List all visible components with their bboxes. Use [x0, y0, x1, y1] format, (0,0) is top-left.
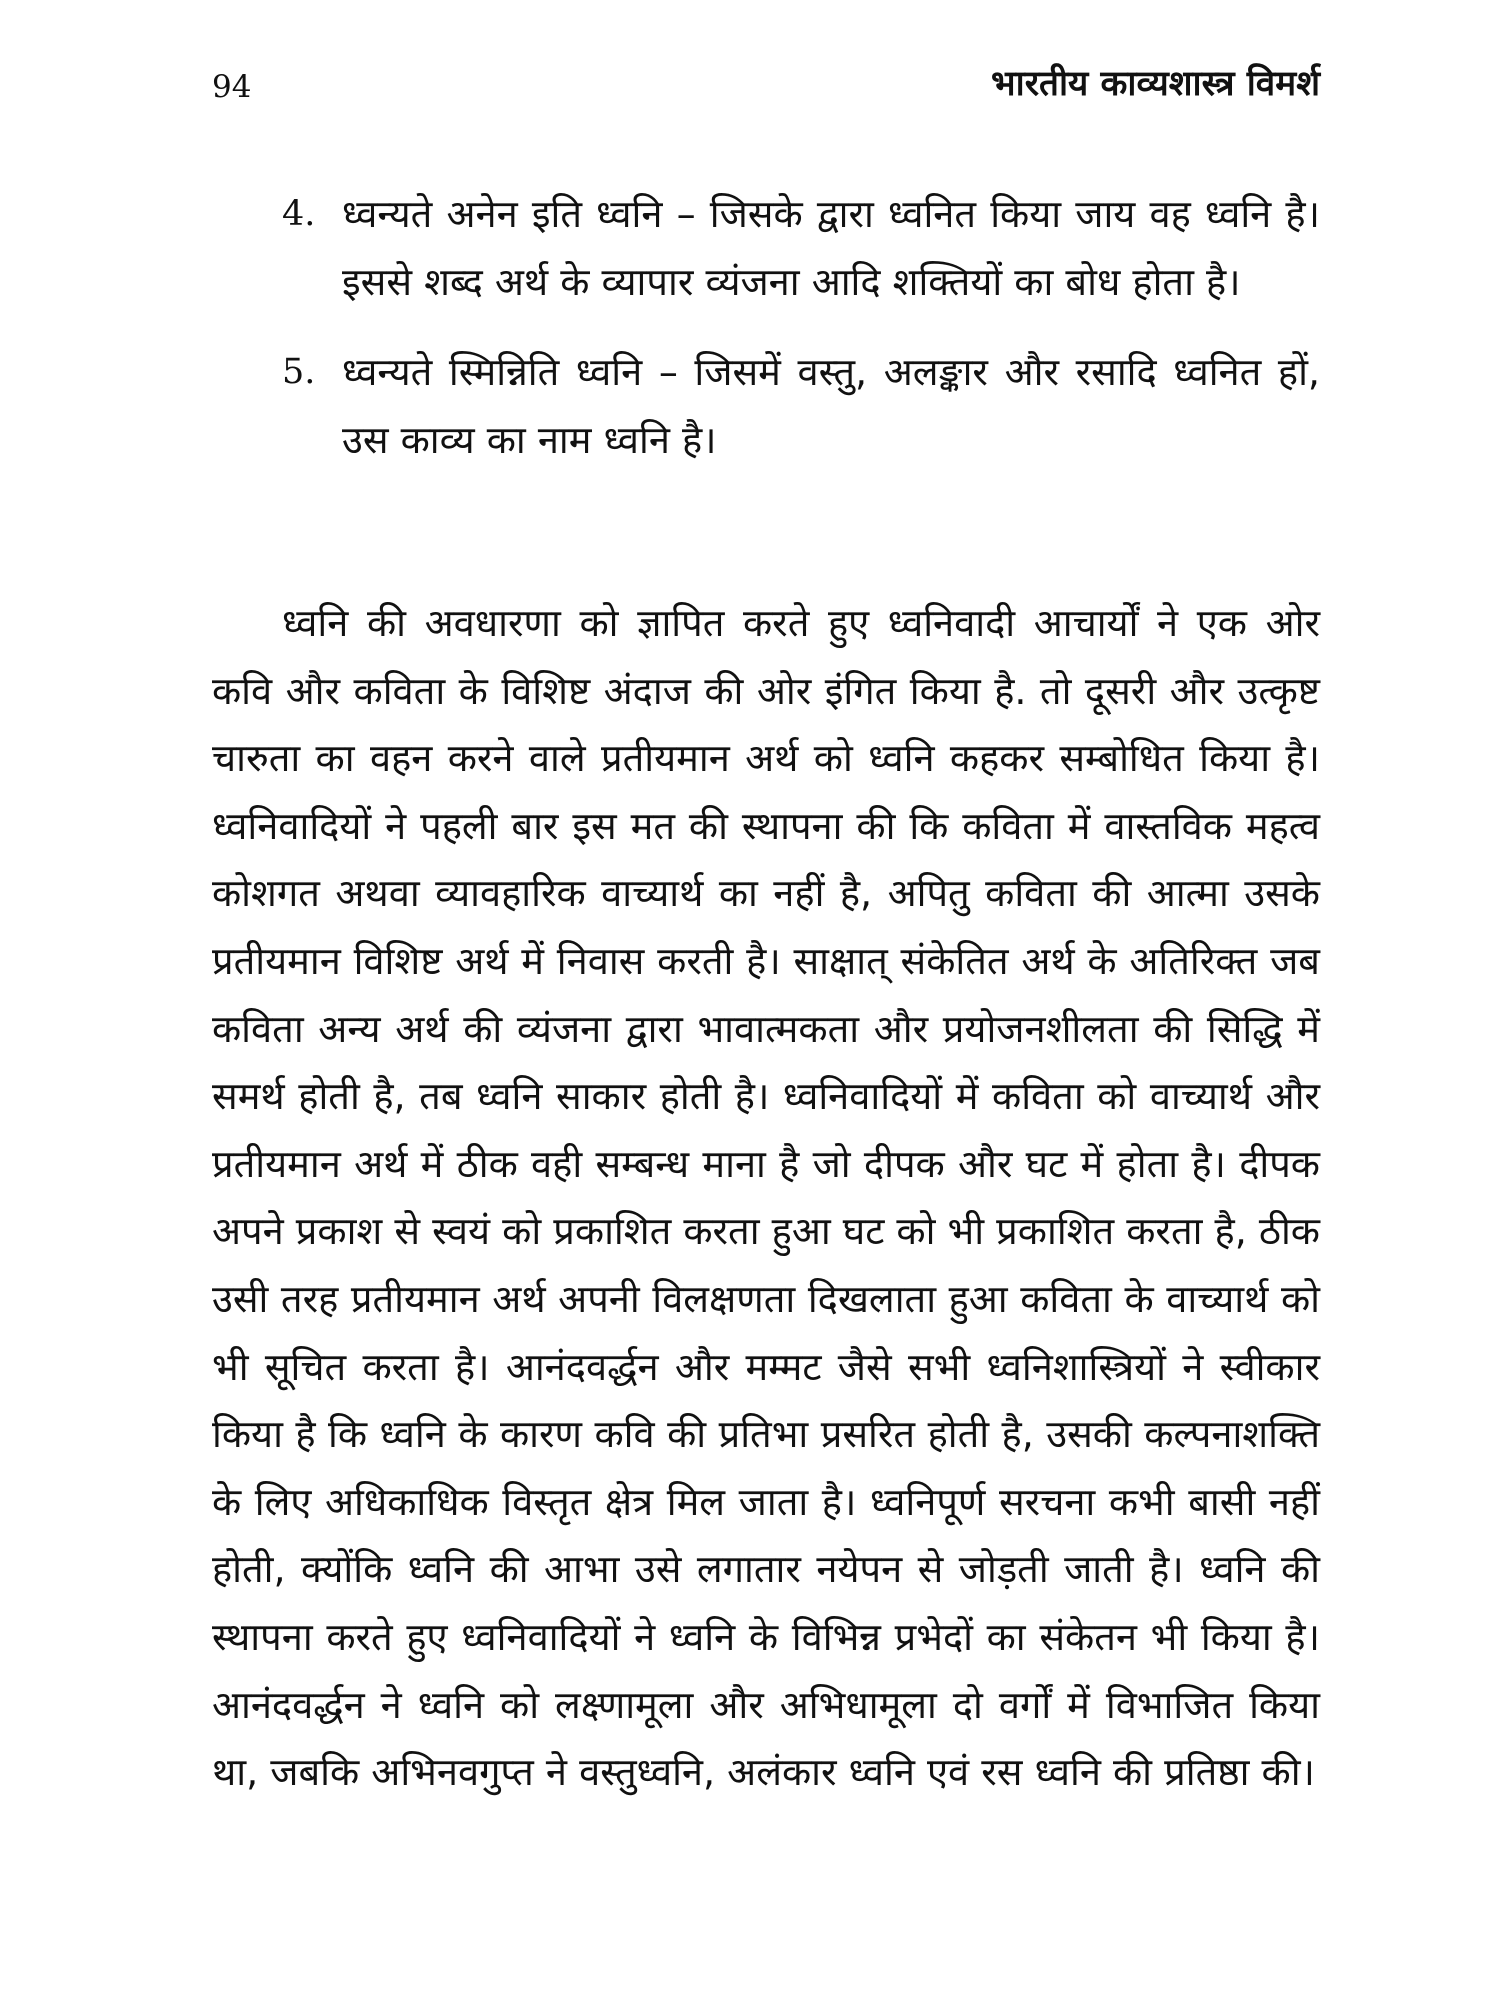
list-item-text: ध्वन्यते अनेन इति ध्वनि – जिसके द्वारा ध्वनित किया जाय वह ध्वनि है। इससे शब्द अर्थ के व्यापार व्यंजना आदि शक्तियों का बोध होता है। — [342, 192, 1320, 304]
body-paragraph: ध्वनि की अवधारणा को ज्ञापित करते हुए ध्वनिवादी आचार्यों ने एक ओर कवि और कविता के विशिष्ट अंदाज की ओर इंगित किया है. तो दूसरी और उत्कृष्ट चारुता का वहन करने वाले प्रतीयमान अर्थ को ध्वनि कहकर सम्बोधित किया है। ध्वनिवादियों ने पहली बार इस मत की स्थापना की कि कविता में वास्तविक महत्व कोशगत अथवा व्यावहारिक वाच्यार्थ का नहीं है, अपितु कविता की आत्मा उसके प्रतीयमान विशिष्ट अर्थ में निवास करती है। साक्षात् संकेतित अर्थ के अतिरिक्त जब कविता अन्य अर्थ की व्यंजना द्वारा भावात्मकता और प्रयोजनशीलता की सिद्धि में समर्थ होती है, तब ध्वनि साकार होती है। ध्वनिवादियों में कविता को वाच्यार्थ और प्रतीयमान अर्थ में ठीक वही सम्बन्ध माना है जो दीपक और घट में होता है। दीपक अपने प्रकाश से स्वयं को प्रकाशित करता हुआ घट को भी प्रकाशित करता है, ठीक उसी तरह प्रतीयमान अर्थ अपनी विलक्षणता दिखलाता हुआ कविता के वाच्यार्थ को भी सूचित करता है। आनंदवर्द्धन और मम्मट जैसे सभी ध्वनिशास्त्रियों ने स्वीकार किया है कि ध्वनि के कारण कवि की प्रतिभा प्रसरित होती है, उसकी कल्पनाशक्ति के लिए अधिकाधिक विस्तृत क्षेत्र मिल जाता है। ध्वनिपूर्ण सरचना कभी बासी नहीं होती, क्योंकि ध्वनि की आभा उसे लगातार नयेपन से जोड़ती जाती है। ध्वनि की स्थापना करते हुए ध्वनिवादियों ने ध्वनि के विभिन्न प्रभेदों का संकेतन भी किया है। आनंदवर्द्धन ने ध्वनि को लक्ष्णामूला और अभिधामूला दो वर्गों में विभाजित किया था, जबकि अभिनवगुप्त ने वस्तुध्वनि, अलंकार ध्वनि एवं रस ध्वनि की प्रतिष्ठा की। — [212, 601, 1320, 1795]
list-item-number: 4. — [282, 194, 316, 234]
list-item-number: 5. — [282, 352, 316, 392]
numbered-list — [282, 180, 1320, 496]
page-header — [212, 63, 1320, 126]
list-item-text: ध्वन्यते स्मिन्निति ध्वनि – जिसमें वस्तु, अलङ्कार और रसादि ध्वनित हों, उस काव्य का नाम ध्वनि है। — [342, 350, 1320, 462]
page-number: 94 — [212, 69, 252, 105]
running-head: भारतीय काव्यशास्त्र विमर्श — [991, 63, 1320, 104]
list-item-4 — [282, 180, 1320, 316]
list-item-5 — [282, 338, 1320, 474]
